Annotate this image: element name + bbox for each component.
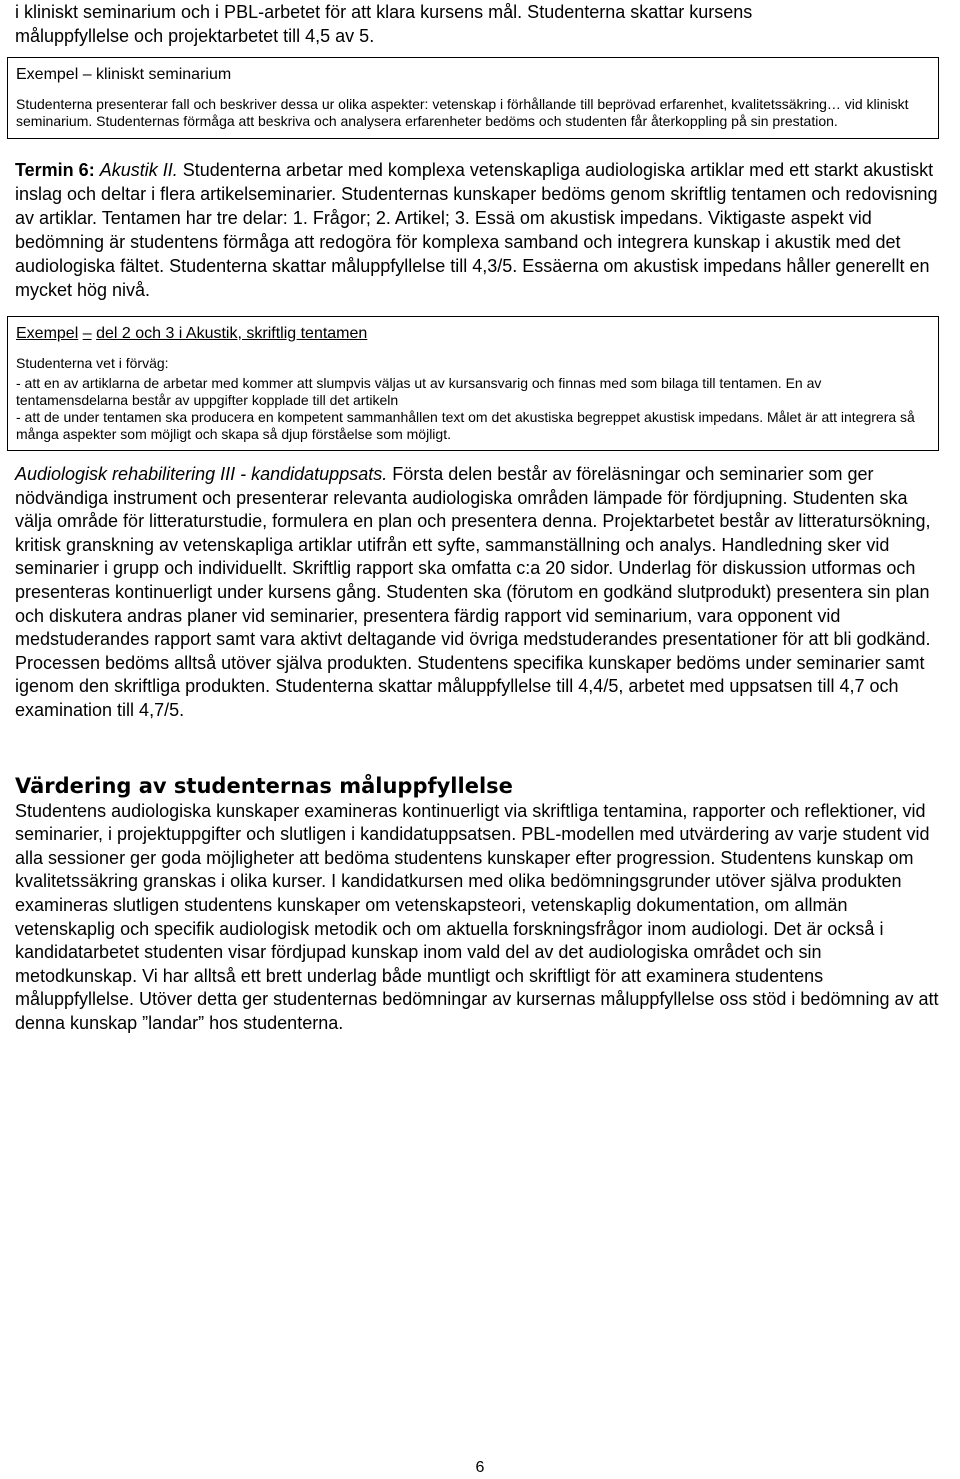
rehab-paragraph — [15, 463, 945, 723]
rehab-text: Första delen består av föreläsningar och seminarier som ger nödvändiga instrument och presenterar relevanta audiologiska områden lämpade för fördjupning. Studenten ska välja område för litteraturstudie, formulera en plan och presentera denna. Projektarbetet består av litteratursökning, kritisk granskning av vetenskapliga artiklar utifrån ett syfte, sammanställning och analys. Handledning sker vid seminarier i grupp och individuellt. Skriftlig rapport ska omfatta c:a 20 sidor. Underlag för diskussion utformas och presenteras kontinuerligt under kursens gång. Studenten ska (förutom en godkänd slutprodukt) presentera sin plan och diskutera andras planer vid seminarier, presentera färdig rapport vid seminarium, vara opponent vid medstuderandes rapport samt vara aktivt deltagande vid övriga medstuderandes presentationer för att bli godkänd. Processen bedöms alltså utöver själva produkten. Studentens specifika kunskaper bedöms under seminarier samt igenom den skriftliga produkten. Studenterna skattar måluppfyllelse till 4,4/5, arbetet med uppsatsen till 4,7 och examination till 4,7/5. — [15, 464, 931, 720]
example-box-2-known-label: Studenterna vet i förväg: — [16, 355, 169, 371]
example-box-2-item-1: - att en av artiklarna de arbetar med kommer att slumpvis väljas ut av kursansvarig och finnas med som bilaga till tentamen. En av tentamensdelarna består av uppgifter kopplade till det artikeln — [16, 375, 822, 408]
section-paragraph: Studentens audiologiska kunskaper examineras kontinuerligt via skriftliga tentamina, rapporter och reflektioner, vid seminarier, i projektuppgifter och slutligen i kandidatuppsatsen. PBL-modellen med utvärdering av varje student vid alla sessioner ger goda möjligheter att bedöma studentens kunskaper efter progression. Studentens kunskap om kvalitetssäkring granskas i olika kurser. I kandidatkursen med olika bedömningsgrunder utöver själva produkten examineras slutligen studentens kunskaper om vetenskapsteori, vetenskaplig dokumentation, om allmän vetenskaplig och specifik audiologisk metodik och om aktuella forskningsfrågor inom audiologi. Det är också i kandidatarbetet studenten visar fördjupad kunskap inom vald del av det audiologiska området och sin metodkunskap. Vi har alltså ett brett underlag både muntligt och skriftligt för att examinera studentens måluppfyllelse. Utöver detta ger studenternas bedömningar av kursernas måluppfyllelse oss stöd i bedömning av att denna kunskap ”landar” hos studenterna. — [15, 800, 939, 1033]
intro-line-1: i kliniskt seminarium och i PBL-arbetet för att klara kursens mål. Studenterna skattar kursens — [15, 2, 753, 22]
termin6-text: Studenterna arbetar med komplexa vetenskapliga audiologiska artiklar med ett starkt akustiskt inslag och deltar i flera artikelseminarier. Studenternas kunskaper bedöms genom skriftlig tentamen och redovisning av artiklar. Tentamen har tre delar: 1. Frågor; 2. Artikel; 3. Essä om akustisk impedans. Viktigaste aspekt vid bedömning är studentens förmåga att redogöra för komplexa samband och integrera kunskap i akustik med det audiologiska fältet. Studenterna skattar måluppfyllelse till 4,3/5. Essäerna om akustisk impedans håller generellt en mycket hög nivå. — [15, 160, 938, 300]
intro-line-2: måluppfyllelse och projektarbetet till 4,5 av 5. — [15, 26, 375, 46]
termin6-label: Termin 6: — [15, 160, 95, 180]
intro-paragraph — [15, 0, 945, 48]
page-number: 6 — [475, 1459, 485, 1476]
termin6-course: Akustik II. — [99, 160, 178, 180]
section-heading: Värdering av studenternas måluppfyllelse — [15, 773, 513, 798]
example-box-text: Studenterna presenterar fall och beskriver dessa ur olika aspekter: vetenskap i förhållande till beprövad erfarenhet, kvalitetssäkring… vid kliniskt seminarium. Studenternas förmåga att beskriva och analysera erfarenheter bedöms och studenten får återkoppling på sin prestation. — [16, 96, 909, 129]
example-box-exam — [7, 316, 939, 451]
example-box-2-heading — [16, 323, 930, 345]
example-box-2-item-2: - att de under tentamen ska producera en kompetent sammanhållen text om det akustiska begreppet akustisk impedans. Målet är att integrera så många aspekter som möjligt och skapa så djup förståelse som möjligt. — [16, 409, 915, 442]
example-box-heading: Exempel – kliniskt seminarium — [16, 66, 232, 83]
example-box-2-heading-rest: del 2 och 3 i Akustik, skriftlig tentamen — [96, 325, 368, 342]
termin6-paragraph — [15, 158, 945, 302]
example-box-2-heading-dash: – — [82, 325, 92, 342]
example-box-2-heading-word: Exempel — [16, 325, 79, 342]
rehab-title: Audiologisk rehabilitering III - kandidatuppsats. — [15, 464, 388, 484]
document-page — [15, 0, 945, 1035]
example-box-clinical-seminar — [7, 57, 939, 139]
